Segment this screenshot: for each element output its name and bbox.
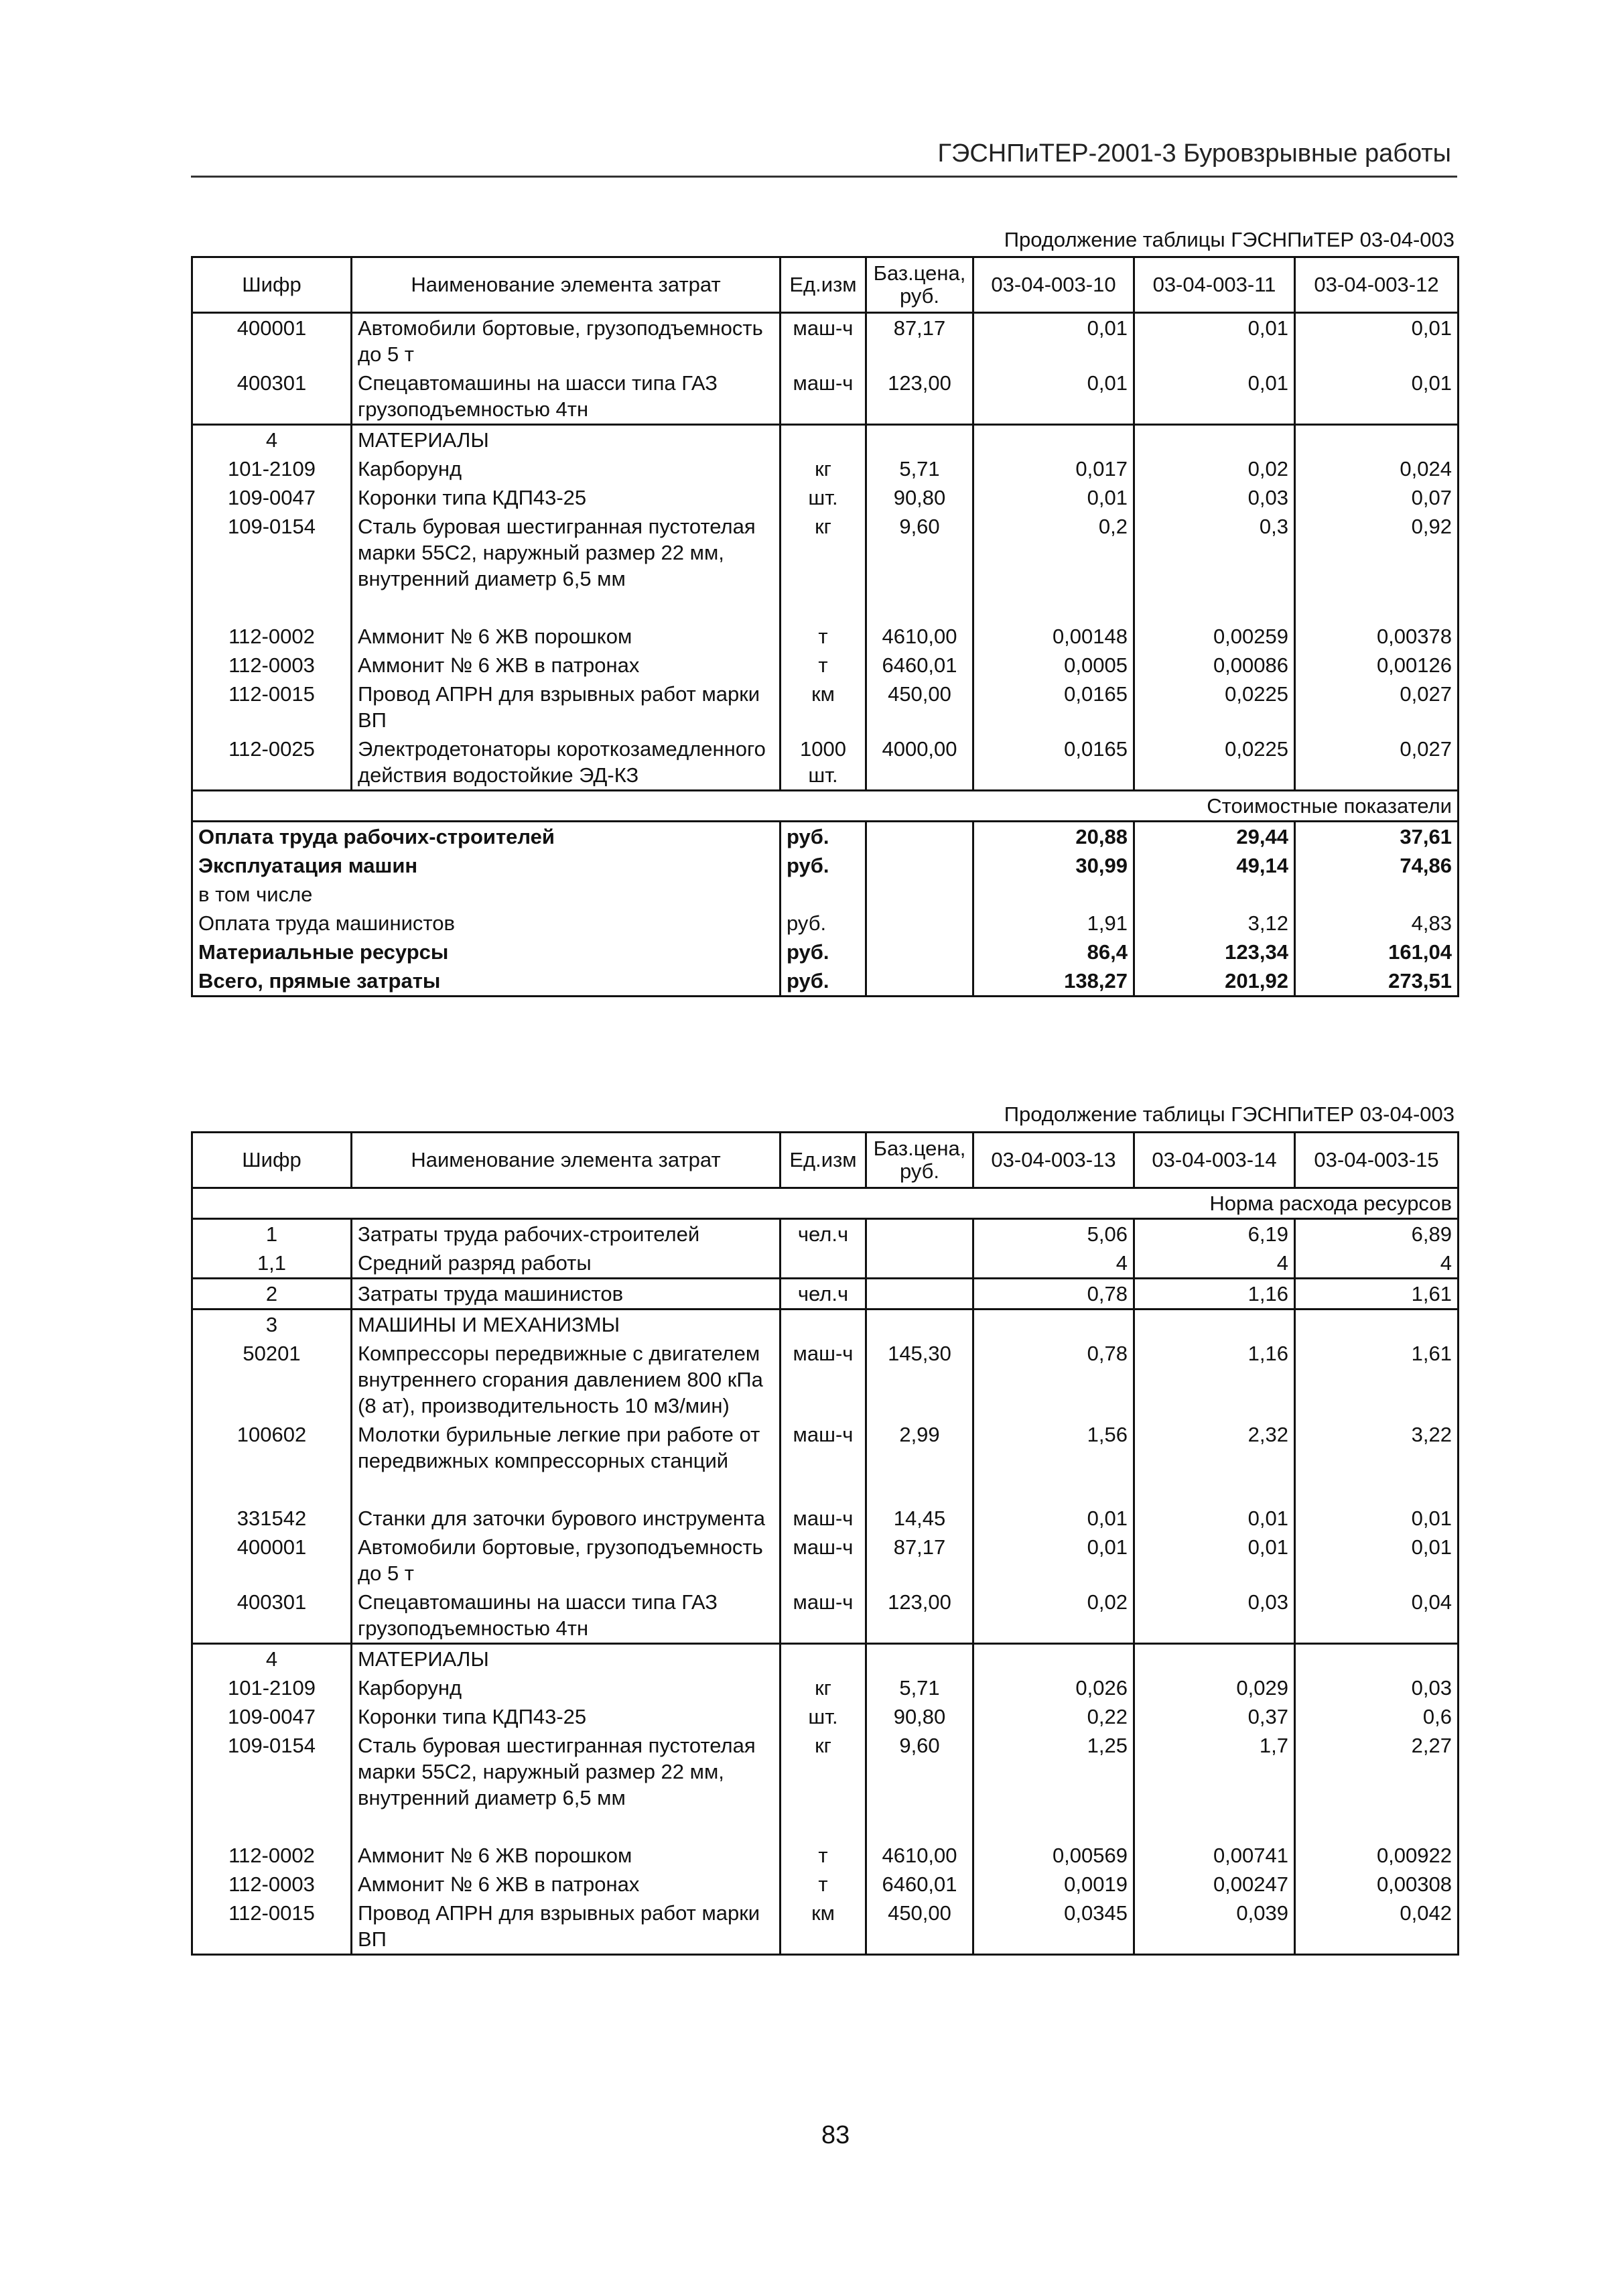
cell-price: 14,45 [866, 1504, 973, 1533]
cell-code: 400301 [192, 1588, 352, 1644]
cost-name: Эксплуатация машин [192, 851, 781, 880]
cell-price [866, 1219, 973, 1249]
cost-row [192, 851, 1459, 880]
col-code-header: Шифр [192, 1133, 352, 1188]
col-price-header: Баз.цена, руб. [866, 1133, 973, 1188]
cell-code: 2 [192, 1279, 352, 1310]
band-label: Стоимостные показатели [192, 791, 1459, 822]
cell-value: 0,0345 [973, 1899, 1134, 1955]
cell-unit: маш-ч [781, 1588, 866, 1644]
cell-value: 0,22 [973, 1702, 1134, 1731]
table-row [192, 1588, 1459, 1644]
col-name-header: Наименование элемента затрат [352, 1133, 781, 1188]
cell-price: 87,17 [866, 313, 973, 369]
cell-value: 0,027 [1295, 680, 1459, 735]
table2-caption: Продолжение таблицы ГЭСНПиТЕР 03-04-003 [1004, 1102, 1455, 1126]
cell-value: 0,78 [973, 1279, 1134, 1310]
cell-code: 112-0015 [192, 1899, 352, 1955]
cell-price [866, 1249, 973, 1279]
cell-value: 0,00259 [1134, 622, 1295, 651]
section-row [192, 425, 1459, 455]
cell-unit: т [781, 1841, 866, 1870]
cell-value: 0,0225 [1134, 680, 1295, 735]
band-row [192, 1188, 1459, 1219]
col-code-header: Шифр [192, 257, 352, 313]
cell-value: 0,03 [1134, 1588, 1295, 1644]
cell-code: 112-0002 [192, 622, 352, 651]
cell-unit: маш-ч [781, 369, 866, 425]
cell-value: 49,14 [1134, 851, 1295, 880]
cell-name: Коронки типа КДП43-25 [352, 1702, 781, 1731]
cell-value: 0,01 [1295, 369, 1459, 425]
cell-value: 0,02 [973, 1588, 1134, 1644]
cell-name: Аммонит № 6 ЖВ в патронах [352, 1870, 781, 1899]
cell-code: 1 [192, 1219, 352, 1249]
cell-unit: кг [781, 1731, 866, 1841]
cost-unit: руб. [781, 909, 866, 938]
col-unit-header: Ед.изм [781, 257, 866, 313]
cell-price: 4000,00 [866, 735, 973, 791]
cell-price: 90,80 [866, 1702, 973, 1731]
table-row [192, 454, 1459, 483]
table-row [192, 622, 1459, 651]
table-row [192, 1533, 1459, 1588]
cell-price: 87,17 [866, 1533, 973, 1588]
cell-value: 201,92 [1134, 966, 1295, 997]
cell-code: 1,1 [192, 1249, 352, 1279]
col-id-header: 03-04-003-15 [1295, 1133, 1459, 1188]
cell-price [866, 1279, 973, 1310]
col-id-header: 03-04-003-14 [1134, 1133, 1295, 1188]
page-number: 83 [821, 2121, 850, 2149]
band-row [192, 791, 1459, 822]
cell-code: 101-2109 [192, 1673, 352, 1702]
table-row [192, 1673, 1459, 1702]
table-row [192, 512, 1459, 622]
cell-value: 1,91 [973, 909, 1134, 938]
cell-value: 0,01 [1134, 1533, 1295, 1588]
cell-code: 112-0003 [192, 651, 352, 680]
cell-value: 4,83 [1295, 909, 1459, 938]
cell-unit: чел.ч [781, 1219, 866, 1249]
cell-name: Средний разряд работы [352, 1249, 781, 1279]
cell-value: 3,12 [1134, 909, 1295, 938]
cell-name: Затраты труда машинистов [352, 1279, 781, 1310]
cell-value: 0,01 [973, 483, 1134, 512]
cell-code: 112-0002 [192, 1841, 352, 1870]
table-row [192, 1841, 1459, 1870]
cell-unit: маш-ч [781, 1339, 866, 1420]
cell-price: 9,60 [866, 512, 973, 622]
cell-value: 4 [1134, 1249, 1295, 1279]
cell-code: 112-0025 [192, 735, 352, 791]
cell-price: 450,00 [866, 680, 973, 735]
table-row [192, 1731, 1459, 1841]
table-row [192, 1339, 1459, 1420]
cell-value: 0,00922 [1295, 1841, 1459, 1870]
cell-value: 0,024 [1295, 454, 1459, 483]
cell-value: 1,16 [1134, 1279, 1295, 1310]
table2-header-row [192, 1133, 1459, 1188]
table-row [192, 1702, 1459, 1731]
cell-name: Аммонит № 6 ЖВ порошком [352, 622, 781, 651]
cell-value: 1,7 [1134, 1731, 1295, 1841]
cell-value: 0,0019 [973, 1870, 1134, 1899]
cell-value: 0,03 [1295, 1673, 1459, 1702]
cell-name: Станки для заточки бурового инструмента [352, 1504, 781, 1533]
cell-unit: км [781, 1899, 866, 1955]
cell-name: Автомобили бортовые, грузоподъемность до 5 т [352, 1533, 781, 1588]
cell-unit: кг [781, 454, 866, 483]
cell-value: 0,07 [1295, 483, 1459, 512]
band-label: Норма расхода ресурсов [192, 1188, 1459, 1219]
cell-value: 1,61 [1295, 1279, 1459, 1310]
col-unit-header: Ед.изм [781, 1133, 866, 1188]
cell-unit: шт. [781, 1702, 866, 1731]
cell-unit: маш-ч [781, 313, 866, 369]
cell-value: 0,78 [973, 1339, 1134, 1420]
cell-value: 0,00148 [973, 622, 1134, 651]
cost-name: Оплата труда рабочих-строителей [192, 822, 781, 852]
cell-value: 0,0165 [973, 735, 1134, 791]
cell-code: 109-0154 [192, 512, 352, 622]
col-price-header: Баз.цена, руб. [866, 257, 973, 313]
cell-value: 0,0165 [973, 680, 1134, 735]
cell-value: 0,00308 [1295, 1870, 1459, 1899]
cell-unit: чел.ч [781, 1279, 866, 1310]
cell-value: 0,00126 [1295, 651, 1459, 680]
cell-name: Сталь буровая шестигранная пустотелая марки 55С2, наружный размер 22 мм, внутренний диаметр 6,5 мм [352, 512, 781, 622]
table-row [192, 369, 1459, 425]
cell-value: 0,00086 [1134, 651, 1295, 680]
cell-value: 0,6 [1295, 1702, 1459, 1731]
cost-unit: руб. [781, 822, 866, 852]
cell-value: 0,01 [973, 369, 1134, 425]
cell-value: 1,25 [973, 1731, 1134, 1841]
cell-value: 0,02 [1134, 454, 1295, 483]
cell-value: 0,017 [973, 454, 1134, 483]
cell-unit [781, 1249, 866, 1279]
cost-name: Материальные ресурсы [192, 938, 781, 966]
cell-code: 109-0154 [192, 1731, 352, 1841]
cell-value: 0,2 [973, 512, 1134, 622]
cost-name: Оплата труда машинистов [192, 909, 781, 938]
cell-value: 0,92 [1295, 512, 1459, 622]
cell-price: 450,00 [866, 1899, 973, 1955]
cell-value: 0,00569 [973, 1841, 1134, 1870]
cell-value: 30,99 [973, 851, 1134, 880]
cell-value: 0,01 [1295, 313, 1459, 369]
cell-name: Аммонит № 6 ЖВ в патронах [352, 651, 781, 680]
cell-value: 6,19 [1134, 1219, 1295, 1249]
cell-code: 400001 [192, 1533, 352, 1588]
table-row [192, 1420, 1459, 1504]
cost-unit: руб. [781, 966, 866, 997]
table-row [192, 735, 1459, 791]
cell-value: 86,4 [973, 938, 1134, 966]
cell-price: 4610,00 [866, 1841, 973, 1870]
cell-unit: кг [781, 512, 866, 622]
cell-value: 138,27 [973, 966, 1134, 997]
cell-price: 145,30 [866, 1339, 973, 1420]
cost-unit: руб. [781, 938, 866, 966]
cell-name: Провод АПРН для взрывных работ марки ВП [352, 680, 781, 735]
cell-code: 4 [192, 1644, 352, 1674]
cell-value: 37,61 [1295, 822, 1459, 852]
cell-value: 4 [1295, 1249, 1459, 1279]
cell-value: 0,37 [1134, 1702, 1295, 1731]
section-title: МАТЕРИАЛЫ [352, 1644, 781, 1674]
section-title: МАТЕРИАЛЫ [352, 425, 781, 455]
section-title: МАШИНЫ И МЕХАНИЗМЫ [352, 1310, 781, 1340]
cell-code: 400001 [192, 313, 352, 369]
cell-code: 112-0003 [192, 1870, 352, 1899]
cell-value: 1,61 [1295, 1339, 1459, 1420]
cell-value: 0,01 [973, 1504, 1134, 1533]
cell-value: 0,01 [1295, 1533, 1459, 1588]
section-row [192, 1310, 1459, 1340]
col-id-header: 03-04-003-13 [973, 1133, 1134, 1188]
cell-name: Аммонит № 6 ЖВ порошком [352, 1841, 781, 1870]
cell-value: 3,22 [1295, 1420, 1459, 1504]
cell-code: 109-0047 [192, 483, 352, 512]
cell-name: Карборунд [352, 1673, 781, 1702]
table-row [192, 1870, 1459, 1899]
cell-price: 2,99 [866, 1420, 973, 1504]
cell-price: 123,00 [866, 369, 973, 425]
cell-value: 6,89 [1295, 1219, 1459, 1249]
cell-value: 0,01 [1295, 1504, 1459, 1533]
cell-price: 6460,01 [866, 651, 973, 680]
cell-unit: кг [781, 1673, 866, 1702]
cell-value: 0,3 [1134, 512, 1295, 622]
cell-code: 112-0015 [192, 680, 352, 735]
cell-name: Молотки бурильные легкие при работе от передвижных компрессорных станций [352, 1420, 781, 1504]
cost-name: в том числе [192, 880, 781, 909]
cell-value: 161,04 [1295, 938, 1459, 966]
cell-price: 90,80 [866, 483, 973, 512]
cell-value: 2,32 [1134, 1420, 1295, 1504]
cell-name: Карборунд [352, 454, 781, 483]
cost-row [192, 822, 1459, 852]
cell-value: 0,00378 [1295, 622, 1459, 651]
cell-value: 0,026 [973, 1673, 1134, 1702]
cell-code: 400301 [192, 369, 352, 425]
cell-name: Компрессоры передвижные с двигателем внутреннего сгорания давлением 800 кПа (8 ат), производительность 10 м3/мин) [352, 1339, 781, 1420]
cell-value: 0,01 [1134, 1504, 1295, 1533]
cell-price: 6460,01 [866, 1870, 973, 1899]
table2 [191, 1131, 1459, 1956]
table-row [192, 1504, 1459, 1533]
cost-row [192, 966, 1459, 997]
cell-name: Провод АПРН для взрывных работ марки ВП [352, 1899, 781, 1955]
cell-price: 4610,00 [866, 622, 973, 651]
section-row [192, 1644, 1459, 1674]
table-row [192, 1249, 1459, 1279]
table1-caption: Продолжение таблицы ГЭСНПиТЕР 03-04-003 [1004, 228, 1455, 251]
col-id-header: 03-04-003-10 [973, 257, 1134, 313]
cell-unit: 1000 шт. [781, 735, 866, 791]
cell-value: 0,01 [1134, 313, 1295, 369]
cell-name: Затраты труда рабочих-строителей [352, 1219, 781, 1249]
cell-code: 100602 [192, 1420, 352, 1504]
cell-unit: маш-ч [781, 1504, 866, 1533]
cell-value: 273,51 [1295, 966, 1459, 997]
cost-row [192, 909, 1459, 938]
cell-price: 123,00 [866, 1588, 973, 1644]
cell-value: 0,01 [1134, 369, 1295, 425]
table-row [192, 1279, 1459, 1310]
cell-name: Спецавтомашины на шасси типа ГАЗ грузоподъемностью 4тн [352, 369, 781, 425]
cell-value: 0,0005 [973, 651, 1134, 680]
cell-unit: т [781, 651, 866, 680]
cell-unit: т [781, 1870, 866, 1899]
cell-value: 4 [973, 1249, 1134, 1279]
cell-value: 74,86 [1295, 851, 1459, 880]
cell-price: 9,60 [866, 1731, 973, 1841]
cost-unit: руб. [781, 851, 866, 880]
table1-header-row [192, 257, 1459, 313]
cell-name: Электродетонаторы короткозамедленного действия водостойкие ЭД-КЗ [352, 735, 781, 791]
table-row [192, 483, 1459, 512]
table1 [191, 256, 1459, 997]
cell-name: Спецавтомашины на шасси типа ГАЗ грузоподъемностью 4тн [352, 1588, 781, 1644]
cell-value: 0,04 [1295, 1588, 1459, 1644]
cell-value: 2,27 [1295, 1731, 1459, 1841]
cell-value: 0,027 [1295, 735, 1459, 791]
cost-row [192, 880, 1459, 909]
cell-value: 20,88 [973, 822, 1134, 852]
cell-code: 50201 [192, 1339, 352, 1420]
cell-value: 0,03 [1134, 483, 1295, 512]
cell-unit: км [781, 680, 866, 735]
cell-value: 29,44 [1134, 822, 1295, 852]
cell-value: 0,00247 [1134, 1870, 1295, 1899]
cell-price: 5,71 [866, 454, 973, 483]
cell-code: 4 [192, 425, 352, 455]
cell-unit: шт. [781, 483, 866, 512]
col-id-header: 03-04-003-12 [1295, 257, 1459, 313]
cell-value: 1,16 [1134, 1339, 1295, 1420]
header-rule [191, 176, 1457, 178]
cell-code: 109-0047 [192, 1702, 352, 1731]
cell-unit: маш-ч [781, 1533, 866, 1588]
cell-value: 1,56 [973, 1420, 1134, 1504]
cell-unit: т [781, 622, 866, 651]
cell-unit: маш-ч [781, 1420, 866, 1504]
cell-value: 123,34 [1134, 938, 1295, 966]
cell-value: 0,042 [1295, 1899, 1459, 1955]
cell-value: 0,029 [1134, 1673, 1295, 1702]
cell-price: 5,71 [866, 1673, 973, 1702]
cost-name: Всего, прямые затраты [192, 966, 781, 997]
col-name-header: Наименование элемента затрат [352, 257, 781, 313]
table-row [192, 1899, 1459, 1955]
cell-value: 0,00741 [1134, 1841, 1295, 1870]
table-row [192, 313, 1459, 369]
cell-value: 0,039 [1134, 1899, 1295, 1955]
cell-code: 101-2109 [192, 454, 352, 483]
running-header: ГЭСНПиТЕР-2001-3 Буровзрывные работы [937, 139, 1451, 168]
cell-value: 0,01 [973, 313, 1134, 369]
cell-name: Коронки типа КДП43-25 [352, 483, 781, 512]
cost-row [192, 938, 1459, 966]
table-row [192, 651, 1459, 680]
cell-value: 0,01 [973, 1533, 1134, 1588]
cell-code: 3 [192, 1310, 352, 1340]
cell-name: Автомобили бортовые, грузоподъемность до 5 т [352, 313, 781, 369]
table-row [192, 680, 1459, 735]
cell-value: 0,0225 [1134, 735, 1295, 791]
table-row [192, 1219, 1459, 1249]
col-id-header: 03-04-003-11 [1134, 257, 1295, 313]
cell-value: 5,06 [973, 1219, 1134, 1249]
cell-name: Сталь буровая шестигранная пустотелая марки 55С2, наружный размер 22 мм, внутренний диаметр 6,5 мм [352, 1731, 781, 1841]
cell-code: 331542 [192, 1504, 352, 1533]
